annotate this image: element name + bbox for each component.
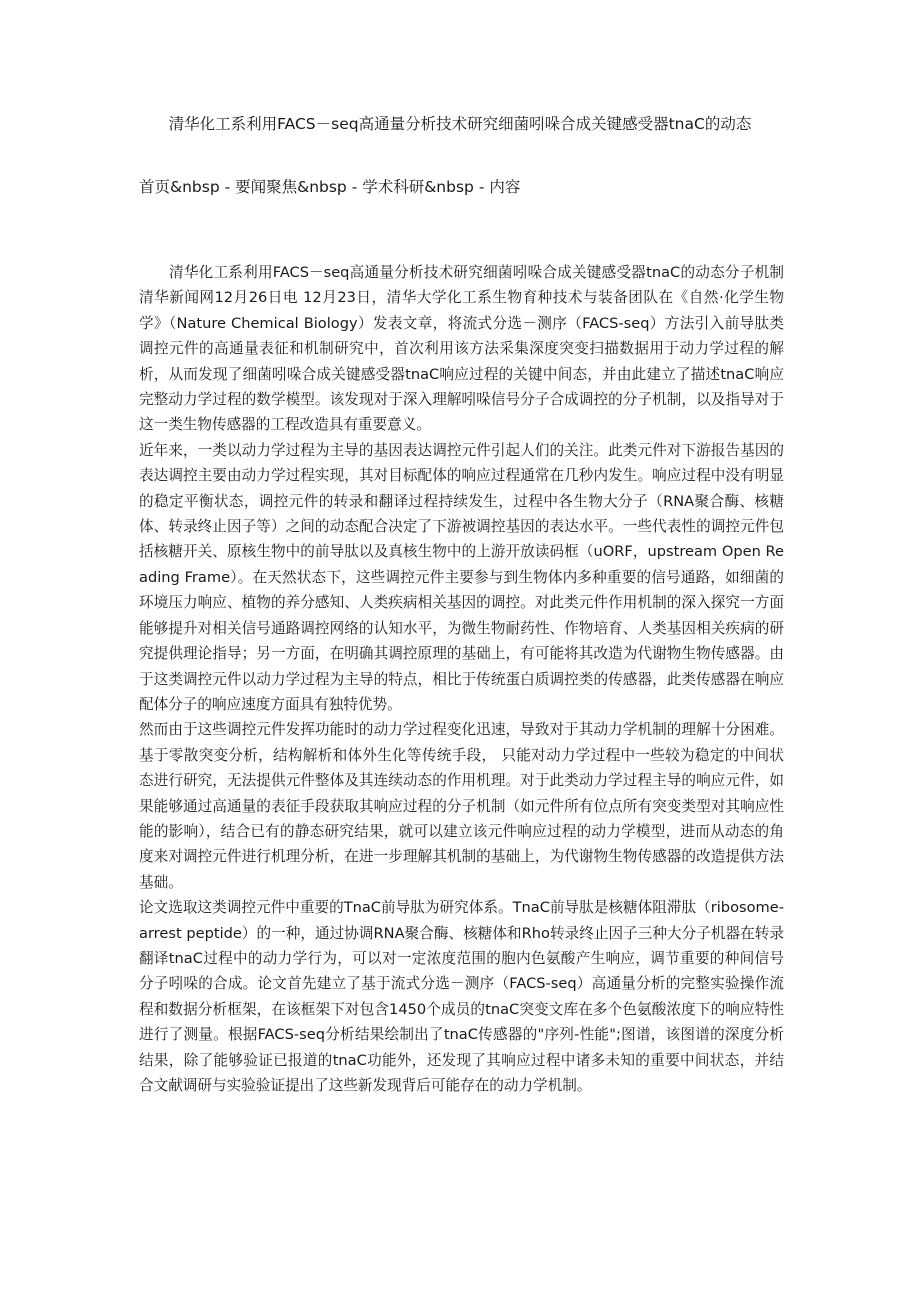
article-paragraph: 论文选取这类调控元件中重要的TnaC前导肽为研究体系。TnaC前导肽是核糖体阻滞肽（ribosome-arrest peptide）的一种，通过协调RNA聚合酶、核糖体和Rho转录终止因子三种大分子机器在转录翻译tnaC过程中的动力学行为，可以对一定浓度范围的胞内色氨酸产生响应，调节重要的种间信号分子吲哚的合成。论文首先建立了基于流式分选－测序（FACS-seq）高通量分析的完整实验操作流程和数据分析框架，在该框架下对包含1450个成员的tnaC突变文库在多个色氨酸浓度下的响应特性进行了测量。根据FACS-seq分析结果绘制出了tnaC传感器的"序列-性能";图谱，该图谱的深度分析结果，除了能够验证已报道的tnaC功能外，还发现了其响应过程中诸多未知的重要中间状态，并结合文献调研与实验验证提出了这些新发现背后可能存在的动力学机制。 — [139, 899, 784, 1094]
article-body — [139, 260, 784, 1098]
article-paragraph: 然而由于这些调控元件发挥功能时的动力学过程变化迅速，导致对于其动力学机制的理解十分困难。基于零散突变分析，结构解析和体外生化等传统手段， 只能对动力学过程中一些较为稳定的中间状态进行研究，无法提供元件整体及其连续动态的作用机理。对于此类动力学过程主导的响应元件，如果能够通过高通量的表征手段获取其响应过程的分子机制（如元件所有位点所有突变类型对其响应性能的影响），结合已有的静态研究结果，就可以建立该元件响应过程的动力学模型，进而从动态的角度来对调控元件进行机理分析，在进一步理解其机制的基础上，为代谢物生物传感器的改造提供方法基础。 — [139, 721, 784, 891]
article-paragraph: 清华化工系利用FACS－seq高通量分析技术研究细菌吲哚合成关键感受器tnaC的动态分子机制清华新闻网12月26日电 12月23日，清华大学化工系生物育种技术与装备团队在《自然·化学生物学》（Nature Chemical Biology）发表文章，将流式分选－测序（FACS-seq）方法引入前导肽类调控元件的高通量表征和机制研究中，首次利用该方法采集深度突变扫描数据用于动力学过程的解析，从而发现了细菌吲哚合成关键感受器tnaC响应过程的关键中间态，并由此建立了描述tnaC响应完整动力学过程的数学模型。该发现对于深入理解吲哚信号分子合成调控的分子机制，以及指导对于这一类生物传感器的工程改造具有重要意义。 — [139, 264, 784, 434]
breadcrumb[interactable]: 首页&nbsp - 要闻聚焦&nbsp - 学术科研&nbsp - 内容 — [139, 178, 521, 196]
article-paragraph: 近年来，一类以动力学过程为主导的基因表达调控元件引起人们的关注。此类元件对下游报告基因的表达调控主要由动力学过程实现，其对目标配体的响应过程通常在几秒内发生。响应过程中没有明显的稳定平衡状态，调控元件的转录和翻译过程持续发生，过程中各生物大分子（RNA聚合酶、核糖体、转录终止因子等）之间的动态配合决定了下游被调控基因的表达水平。一些代表性的调控元件包括核糖开关、原核生物中的前导肽以及真核生物中的上游开放读码框（uORF，upstream Open Reading Frame）。在天然状态下，这些调控元件主要参与到生物体内多种重要的信号通路，如细菌的环境压力响应、植物的养分感知、人类疾病相关基因的调控。对此类元件作用机制的深入探究一方面能够提升对相关信号通路调控网络的认知水平，为微生物耐药性、作物培育、人类基因相关疾病的研究提供理论指导；另一方面，在明确其调控原理的基础上，有可能将其改造为代谢物生物传感器。由于这类调控元件以动力学过程为主导的特点，相比于传统蛋白质调控类的传感器，此类传感器在响应配体分子的响应速度方面具有独特优势。 — [139, 441, 784, 713]
article-title: 清华化工系利用FACS－seq高通量分析技术研究细菌吲哚合成关键感受器tnaC的动态 — [168, 115, 752, 133]
